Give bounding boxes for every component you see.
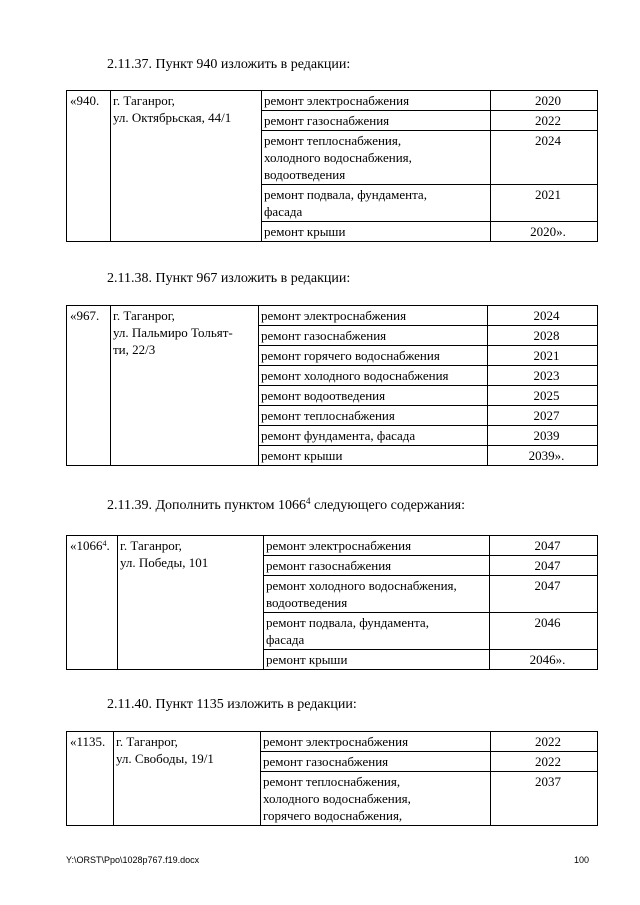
item-number-text: «1066 — [70, 538, 103, 553]
section-heading-1135: 2.11.40. Пункт 1135 изложить в редакции: — [107, 697, 357, 712]
work-type: ремонт крыши — [264, 650, 490, 670]
work-year: 2046». — [490, 650, 598, 670]
footer-file-path: Y:\ORST\Ppo\1028p767.f19.docx — [66, 855, 200, 865]
work-year: 2024 — [491, 131, 598, 185]
work-year: 2024 — [488, 306, 598, 326]
work-year: 2022 — [491, 111, 598, 131]
heading-text: следующего содержания: — [310, 498, 465, 513]
table-row — [67, 306, 598, 326]
work-type: ремонт газоснабжения — [259, 326, 488, 346]
work-year: 2039 — [488, 426, 598, 446]
item-number: «940. — [67, 91, 111, 242]
section-heading-1066-4 — [107, 498, 465, 514]
item-address: г. Таганрог, ул. Октябрьская, 44/1 — [111, 91, 262, 242]
table-row — [67, 732, 598, 752]
item-address: г. Таганрог, ул. Пальмиро Тольят- ти, 22/3 — [111, 306, 259, 466]
work-year: 2025 — [488, 386, 598, 406]
work-type: ремонт холодного водоснабжения, водоотведения — [264, 576, 490, 613]
item-number-text: . — [106, 538, 110, 553]
section-heading-967: 2.11.38. Пункт 967 изложить в редакции: — [107, 271, 351, 286]
work-type: ремонт электроснабжения — [259, 306, 488, 326]
item-address: г. Таганрог, ул. Победы, 101 — [118, 536, 264, 670]
work-year: 2021 — [491, 185, 598, 222]
table-1066-4 — [66, 535, 598, 670]
work-type: ремонт подвала, фундамента, фасада — [262, 185, 491, 222]
section-heading-940: 2.11.37. Пункт 940 изложить в редакции: — [107, 57, 351, 72]
work-year: 2047 — [490, 536, 598, 556]
table-940 — [66, 90, 598, 242]
work-year: 2021 — [488, 346, 598, 366]
work-year: 2023 — [488, 366, 598, 386]
work-type: ремонт горячего водоснабжения — [259, 346, 488, 366]
work-year: 2022 — [491, 732, 598, 752]
work-year: 2027 — [488, 406, 598, 426]
table-row — [67, 91, 598, 111]
work-year: 2047 — [490, 556, 598, 576]
work-year: 2037 — [491, 772, 598, 826]
work-type: ремонт электроснабжения — [262, 91, 491, 111]
work-type: ремонт газоснабжения — [264, 556, 490, 576]
item-number: «1135. — [67, 732, 114, 826]
work-type: ремонт холодного водоснабжения — [259, 366, 488, 386]
work-year: 2020 — [491, 91, 598, 111]
work-type: ремонт теплоснабжения, холодного водоснабжения, горячего водоснабжения, — [261, 772, 491, 826]
table-967 — [66, 305, 598, 466]
work-type: ремонт электроснабжения — [261, 732, 491, 752]
work-type: ремонт газоснабжения — [261, 752, 491, 772]
work-type: ремонт газоснабжения — [262, 111, 491, 131]
work-type: ремонт крыши — [262, 222, 491, 242]
work-year: 2020». — [491, 222, 598, 242]
work-type: ремонт теплоснабжения, холодного водоснабжения, водоотведения — [262, 131, 491, 185]
footer-page-number: 100 — [574, 855, 590, 865]
item-number-superscript: 4 — [102, 539, 107, 548]
work-year: 2046 — [490, 613, 598, 650]
work-year: 2028 — [488, 326, 598, 346]
work-type: ремонт водоотведения — [259, 386, 488, 406]
work-type: ремонт фундамента, фасада — [259, 426, 488, 446]
item-address: г. Таганрог, ул. Свободы, 19/1 — [114, 732, 261, 826]
work-type: ремонт электроснабжения — [264, 536, 490, 556]
table-row — [67, 536, 598, 556]
heading-text: 2.11.39. Дополнить пунктом 1066 — [107, 498, 306, 513]
item-number — [67, 536, 118, 670]
table-1135 — [66, 731, 598, 826]
work-year: 2022 — [491, 752, 598, 772]
work-type: ремонт теплоснабжения — [259, 406, 488, 426]
work-type: ремонт крыши — [259, 446, 488, 466]
heading-superscript: 4 — [305, 496, 311, 506]
work-year: 2039». — [488, 446, 598, 466]
work-type: ремонт подвала, фундамента, фасада — [264, 613, 490, 650]
work-year: 2047 — [490, 576, 598, 613]
item-number: «967. — [67, 306, 111, 466]
